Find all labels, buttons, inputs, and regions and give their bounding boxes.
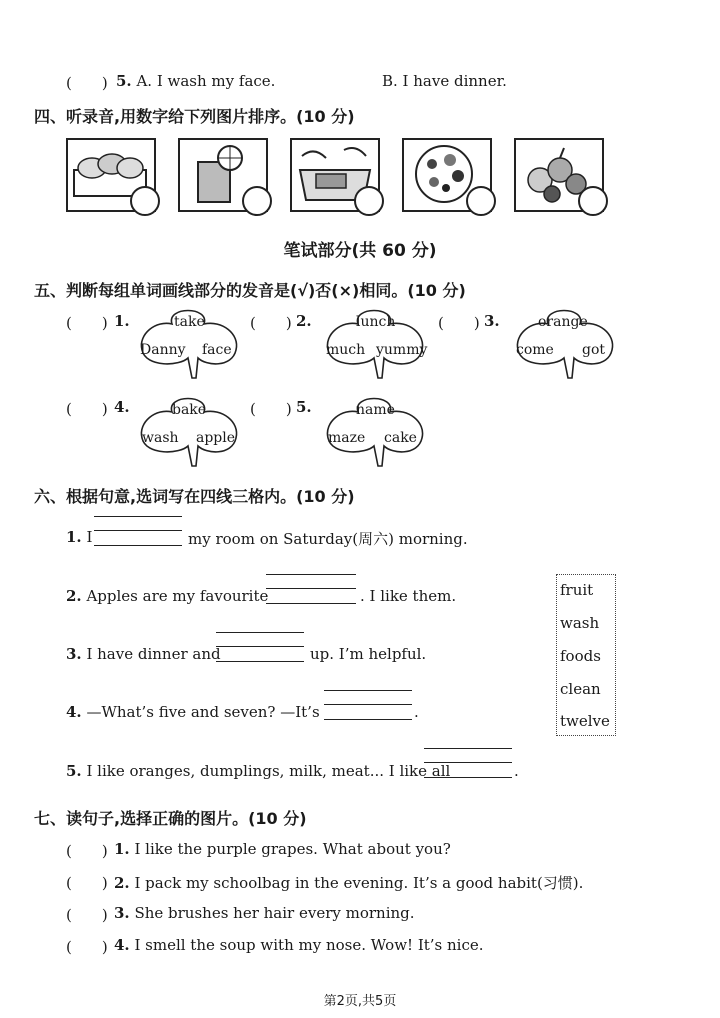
- question-number: 1.: [66, 528, 82, 546]
- word-bank-item: clean: [560, 680, 601, 698]
- word-bank-item: fruit: [560, 581, 594, 599]
- word-bank: [556, 574, 616, 736]
- question-number: 3.: [66, 645, 82, 663]
- writing-line: [266, 588, 356, 589]
- answer-paren[interactable]: ( ): [250, 400, 292, 418]
- question-number: 4.: [66, 703, 82, 721]
- written-part-title: 笔试部分(共 60 分): [283, 241, 437, 261]
- sentence: [114, 840, 451, 858]
- fill-question-4: [66, 703, 320, 721]
- word-right: apple: [196, 430, 236, 446]
- sentence-text: She brushes her hair every morning.: [134, 904, 415, 922]
- picture-fruit-basket: [514, 138, 604, 212]
- number-circle[interactable]: [578, 186, 608, 216]
- text-after: my room on Saturday(周六) morning.: [188, 530, 468, 548]
- answer-blank-3[interactable]: [216, 661, 304, 662]
- text-before: —What’s five and seven? —It’s: [86, 703, 320, 721]
- word-bank-item: twelve: [560, 712, 610, 730]
- answer-paren[interactable]: ( ): [66, 74, 108, 92]
- writing-line: [324, 690, 412, 691]
- option-a: A. I wash my face.: [136, 72, 276, 90]
- sentence-text: I like the purple grapes. What about you?: [134, 840, 451, 858]
- section-heading-5: 五、判断每组单词画线部分的发音是(√)否(×)相同。(10 分): [34, 281, 466, 300]
- word-left: much: [326, 342, 366, 358]
- text-after: .: [514, 762, 519, 780]
- text-before: Apples are my favourite: [86, 587, 269, 605]
- answer-paren[interactable]: ( ): [438, 314, 480, 332]
- word-right: cake: [384, 430, 417, 446]
- answer-paren[interactable]: ( ): [66, 906, 108, 924]
- writing-line: [216, 632, 304, 633]
- item-number: 4.: [114, 398, 130, 416]
- answer-blank-5[interactable]: [424, 777, 512, 778]
- picture-washing: [290, 138, 380, 212]
- word-right: face: [202, 342, 232, 358]
- fill-question-3: [66, 645, 221, 663]
- picture-bread: [66, 138, 156, 212]
- word-left: wash: [142, 430, 179, 446]
- word-top: bake: [172, 402, 207, 418]
- item-number: 2.: [296, 312, 312, 330]
- section-heading-4: 四、听录音,用数字给下列图片排序。(10 分): [34, 107, 355, 126]
- word-left: come: [516, 342, 554, 358]
- question-number: 5.: [116, 72, 132, 90]
- writing-line: [94, 530, 182, 531]
- word-top: lunch: [356, 314, 396, 330]
- word-left: maze: [328, 430, 366, 446]
- clover-card: [512, 304, 616, 382]
- answer-paren[interactable]: ( ): [66, 938, 108, 956]
- picture-food-plate: [402, 138, 492, 212]
- writing-line: [266, 574, 356, 575]
- number-circle[interactable]: [242, 186, 272, 216]
- number-circle[interactable]: [130, 186, 160, 216]
- clover-card: [136, 304, 240, 382]
- item-number: 1.: [114, 840, 130, 858]
- sentence: [114, 936, 484, 954]
- sentence: [114, 872, 583, 893]
- answer-blank-1[interactable]: [94, 545, 182, 546]
- text-before: I have dinner and: [86, 645, 221, 663]
- writing-line: [324, 704, 412, 705]
- fill-question-2: [66, 587, 268, 605]
- answer-paren[interactable]: ( ): [66, 874, 108, 892]
- item-number: 3.: [114, 904, 130, 922]
- clover-card: [136, 392, 240, 470]
- writing-line: [424, 762, 512, 763]
- text-before: I like oranges, dumplings, milk, meat... I like all: [86, 762, 451, 780]
- word-right: yummy: [376, 342, 428, 358]
- sentence-text: I pack my schoolbag in the evening. It’s a good habit(习惯).: [134, 874, 584, 892]
- question-text: [116, 72, 275, 90]
- item-number: 1.: [114, 312, 130, 330]
- number-circle[interactable]: [354, 186, 384, 216]
- text-after: up. I’m helpful.: [310, 645, 427, 663]
- clover-card: [322, 392, 426, 470]
- picture-juice: [178, 138, 268, 212]
- page-number: 第2页,共5页: [323, 994, 397, 1009]
- number-circle[interactable]: [466, 186, 496, 216]
- writing-line: [216, 646, 304, 647]
- question-number: 2.: [66, 587, 82, 605]
- answer-paren[interactable]: ( ): [66, 314, 108, 332]
- fill-question-1: [66, 528, 92, 546]
- item-number: 3.: [484, 312, 500, 330]
- sentence-text: I smell the soup with my nose. Wow! It’s nice.: [134, 936, 484, 954]
- item-number: 5.: [296, 398, 312, 416]
- answer-paren[interactable]: ( ): [250, 314, 292, 332]
- word-left: Danny: [140, 342, 186, 358]
- text-after: .: [414, 703, 419, 721]
- answer-paren[interactable]: ( ): [66, 400, 108, 418]
- word-top: name: [356, 402, 395, 418]
- answer-blank-2[interactable]: [266, 603, 356, 604]
- word-bank-item: wash: [560, 614, 600, 632]
- clover-card: [322, 304, 426, 382]
- item-number: 4.: [114, 936, 130, 954]
- text-after: . I like them.: [360, 587, 457, 605]
- text-before: I: [86, 528, 93, 546]
- section-heading-7: 七、读句子,选择正确的图片。(10 分): [34, 809, 307, 828]
- answer-blank-4[interactable]: [324, 719, 412, 720]
- word-top: take: [174, 314, 205, 330]
- writing-line: [94, 516, 182, 517]
- option-b: B. I have dinner.: [382, 72, 507, 90]
- section-heading-6: 六、根据句意,选词写在四线三格内。(10 分): [34, 487, 355, 506]
- word-top: orange: [538, 314, 588, 330]
- word-right: got: [582, 342, 606, 358]
- item-number: 2.: [114, 874, 130, 892]
- word-bank-item: foods: [560, 647, 601, 665]
- fill-question-5: [66, 762, 450, 780]
- writing-line: [424, 748, 512, 749]
- answer-paren[interactable]: ( ): [66, 842, 108, 860]
- question-number: 5.: [66, 762, 82, 780]
- sentence: [114, 904, 415, 922]
